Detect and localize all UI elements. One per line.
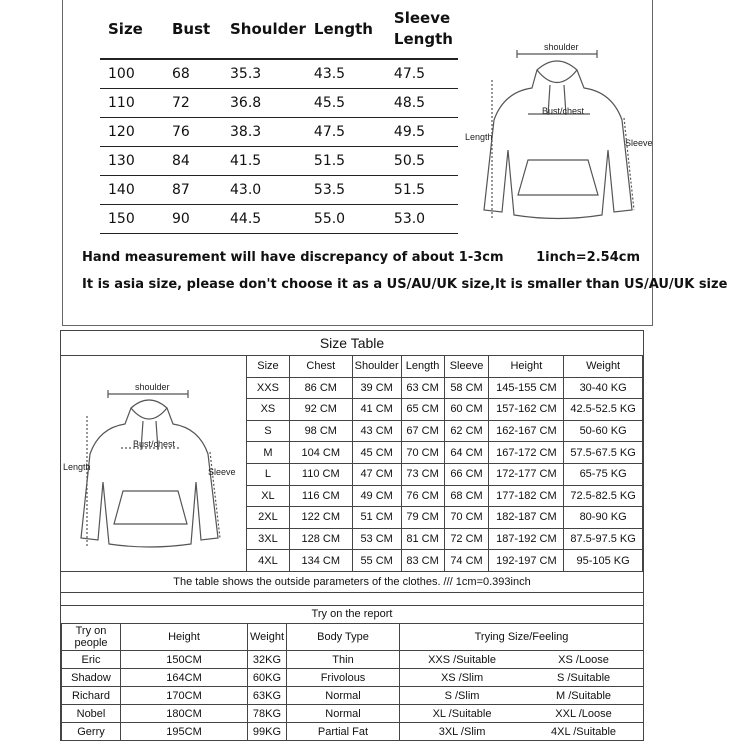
table-cell: M [247, 442, 290, 464]
try-on-report-table [61, 623, 644, 741]
table-cell: 70 CM [401, 442, 444, 464]
column-header: Length [401, 356, 444, 378]
table-cell: 140 [100, 176, 168, 205]
table-cell: 110 CM [289, 463, 352, 485]
table-row [62, 723, 644, 741]
bust-label: Bust/chest [133, 439, 176, 449]
table-cell: 104 CM [289, 442, 352, 464]
table-row [62, 651, 644, 669]
table-cell: 162-167 CM [489, 420, 564, 442]
table-cell: M /Suitable [524, 687, 643, 705]
table-cell: 84 [168, 147, 226, 176]
table-cell: S /Slim [400, 687, 525, 705]
table-cell: 145-155 CM [489, 377, 564, 399]
column-header: Weight [248, 624, 287, 651]
table-cell: 67 CM [401, 420, 444, 442]
table-cell: 182-187 CM [489, 507, 564, 529]
table-cell: 150 [100, 205, 168, 234]
table-cell: XXS /Suitable [400, 651, 525, 669]
table-cell: Frivolous [287, 669, 400, 687]
table-cell: 43.5 [310, 59, 390, 89]
sleeve-label: Sleeve [208, 467, 236, 477]
table-cell: 55 CM [352, 550, 401, 572]
table-cell: 78KG [248, 705, 287, 723]
table-row [100, 59, 458, 89]
table-cell: 51.5 [390, 176, 458, 205]
table-cell: Nobel [62, 705, 121, 723]
length-label: Length [63, 462, 91, 472]
column-header: Weight [564, 356, 643, 378]
table-cell: 41 CM [352, 399, 401, 421]
table-cell: 128 CM [289, 528, 352, 550]
table-row [247, 442, 643, 464]
hoodie-diagram-top [462, 40, 658, 230]
discrepancy-text: Hand measurement will have discrepancy of about 1-3cm [82, 250, 504, 265]
sleeve-label: Sleeve [625, 138, 653, 148]
table-row [247, 550, 643, 572]
table-cell: L [247, 463, 290, 485]
table-cell: 49.5 [390, 118, 458, 147]
table-cell: 72 [168, 89, 226, 118]
table-row [100, 118, 458, 147]
table-header-row [247, 356, 643, 378]
table-cell: 64 CM [444, 442, 489, 464]
table-cell: XL [247, 485, 290, 507]
table-cell: 72.5-82.5 KG [564, 485, 643, 507]
table-cell: 100 [100, 59, 168, 89]
shoulder-label: shoulder [135, 382, 170, 392]
table-row [62, 705, 644, 723]
table-cell: 4XL /Suitable [524, 723, 643, 741]
table-cell: 50.5 [390, 147, 458, 176]
table-cell: 180CM [121, 705, 248, 723]
table-cell: Normal [287, 705, 400, 723]
table-cell: 47 CM [352, 463, 401, 485]
column-header: Body Type [287, 624, 400, 651]
table-cell: 87.5-97.5 KG [564, 528, 643, 550]
header-size: Size [108, 19, 143, 38]
table-cell: Gerry [62, 723, 121, 741]
table-cell: 60KG [248, 669, 287, 687]
table-cell: 70 CM [444, 507, 489, 529]
table-cell: 2XL [247, 507, 290, 529]
table-cell: 65-75 KG [564, 463, 643, 485]
column-header: Sleeve [444, 356, 489, 378]
table-cell: 79 CM [401, 507, 444, 529]
table-cell: 44.5 [226, 205, 310, 234]
column-header: Chest [289, 356, 352, 378]
column-header: Size [247, 356, 290, 378]
table-cell: 3XL /Slim [400, 723, 525, 741]
column-header: Height [121, 624, 248, 651]
table-cell: 74 CM [444, 550, 489, 572]
kids-size-table [100, 0, 458, 234]
table-cell: Normal [287, 687, 400, 705]
table-cell: 51 CM [352, 507, 401, 529]
table-cell: 45 CM [352, 442, 401, 464]
size-table-footer: The table shows the outside parameters of the clothes. /// 1cm=0.393inch [61, 571, 643, 593]
table-cell: XS [247, 399, 290, 421]
spacer-row [61, 592, 643, 606]
table-cell: 95-105 KG [564, 550, 643, 572]
table-cell: S /Suitable [524, 669, 643, 687]
table-cell: 134 CM [289, 550, 352, 572]
table-cell: 66 CM [444, 463, 489, 485]
table-cell: 53.5 [310, 176, 390, 205]
bust-label: Bust/chest [542, 106, 585, 116]
table-cell: 98 CM [289, 420, 352, 442]
table-cell: 3XL [247, 528, 290, 550]
table-cell: 30-40 KG [564, 377, 643, 399]
table-cell: 72 CM [444, 528, 489, 550]
table-cell: 68 [168, 59, 226, 89]
table-cell: 116 CM [289, 485, 352, 507]
column-header: Shoulder [352, 356, 401, 378]
table-cell: 87 [168, 176, 226, 205]
table-cell: 99KG [248, 723, 287, 741]
table-row [247, 528, 643, 550]
size-table-title: Size Table [61, 331, 643, 356]
table-row [247, 399, 643, 421]
table-cell: 60 CM [444, 399, 489, 421]
table-cell: XS /Loose [524, 651, 643, 669]
table-cell: Eric [62, 651, 121, 669]
table-cell: S [247, 420, 290, 442]
table-cell: 177-182 CM [489, 485, 564, 507]
inch-conversion: 1inch=2.54cm [536, 250, 640, 265]
table-cell: 55.0 [310, 205, 390, 234]
table-row [100, 205, 458, 234]
table-row [247, 377, 643, 399]
table-cell: XL /Suitable [400, 705, 525, 723]
table-cell: 49 CM [352, 485, 401, 507]
table-cell: 41.5 [226, 147, 310, 176]
shoulder-label: shoulder [544, 42, 579, 52]
header-shoulder: Shoulder [230, 19, 306, 38]
table-cell: 170CM [121, 687, 248, 705]
adult-size-table [246, 355, 643, 572]
table-cell: 164CM [121, 669, 248, 687]
table-cell: 167-172 CM [489, 442, 564, 464]
table-cell: 32KG [248, 651, 287, 669]
table-cell: 83 CM [401, 550, 444, 572]
table-cell: 92 CM [289, 399, 352, 421]
table-cell: 35.3 [226, 59, 310, 89]
table-row [247, 507, 643, 529]
discrepancy-note [82, 250, 640, 265]
table-cell: 90 [168, 205, 226, 234]
table-row [100, 147, 458, 176]
table-cell: 47.5 [310, 118, 390, 147]
table-cell: 157-162 CM [489, 399, 564, 421]
table-row [247, 463, 643, 485]
table-cell: 68 CM [444, 485, 489, 507]
table-cell: 36.8 [226, 89, 310, 118]
table-cell: 48.5 [390, 89, 458, 118]
table-row [100, 89, 458, 118]
hoodie-diagram-bottom [63, 378, 243, 558]
table-cell: 53 CM [352, 528, 401, 550]
table-cell: 53.0 [390, 205, 458, 234]
table-header-row [100, 0, 458, 59]
table-cell: 110 [100, 89, 168, 118]
table-row [62, 687, 644, 705]
table-cell: XS /Slim [400, 669, 525, 687]
table-cell: Partial Fat [287, 723, 400, 741]
table-row [247, 485, 643, 507]
report-title: Try on the report [61, 605, 643, 624]
table-header-row [62, 624, 644, 651]
table-row [100, 176, 458, 205]
table-row [247, 420, 643, 442]
table-cell: 81 CM [401, 528, 444, 550]
table-cell: 63KG [248, 687, 287, 705]
table-cell: 39 CM [352, 377, 401, 399]
table-cell: 192-197 CM [489, 550, 564, 572]
header-length: Length [313, 19, 373, 38]
table-cell: Shadow [62, 669, 121, 687]
table-cell: 62 CM [444, 420, 489, 442]
table-cell: 187-192 CM [489, 528, 564, 550]
table-cell: 150CM [121, 651, 248, 669]
table-row [62, 669, 644, 687]
table-cell: Thin [287, 651, 400, 669]
table-cell: 76 CM [401, 485, 444, 507]
table-cell: XXL /Loose [524, 705, 643, 723]
header-sleeve-length: Sleeve Length [393, 9, 453, 48]
table-cell: 43.0 [226, 176, 310, 205]
table-cell: Richard [62, 687, 121, 705]
table-cell: 43 CM [352, 420, 401, 442]
header-bust: Bust [172, 19, 211, 38]
table-cell: 47.5 [390, 59, 458, 89]
table-cell: 80-90 KG [564, 507, 643, 529]
table-cell: 38.3 [226, 118, 310, 147]
column-header: Height [489, 356, 564, 378]
column-header: Trying Size/Feeling [400, 624, 644, 651]
table-cell: 86 CM [289, 377, 352, 399]
column-header: Try on people [62, 624, 121, 651]
table-cell: 51.5 [310, 147, 390, 176]
table-cell: 65 CM [401, 399, 444, 421]
table-cell: 45.5 [310, 89, 390, 118]
table-cell: 76 [168, 118, 226, 147]
table-cell: 50-60 KG [564, 420, 643, 442]
table-cell: 73 CM [401, 463, 444, 485]
table-cell: XXS [247, 377, 290, 399]
table-cell: 120 [100, 118, 168, 147]
table-cell: 4XL [247, 550, 290, 572]
length-label: Length [465, 132, 493, 142]
table-cell: 63 CM [401, 377, 444, 399]
table-cell: 58 CM [444, 377, 489, 399]
table-cell: 130 [100, 147, 168, 176]
table-cell: 57.5-67.5 KG [564, 442, 643, 464]
table-cell: 42.5-52.5 KG [564, 399, 643, 421]
table-cell: 195CM [121, 723, 248, 741]
table-cell: 122 CM [289, 507, 352, 529]
table-cell: 172-177 CM [489, 463, 564, 485]
asia-size-note: It is asia size, please don't choose it as a US/AU/UK size,It is smaller than US/AU/UK size [82, 277, 728, 292]
